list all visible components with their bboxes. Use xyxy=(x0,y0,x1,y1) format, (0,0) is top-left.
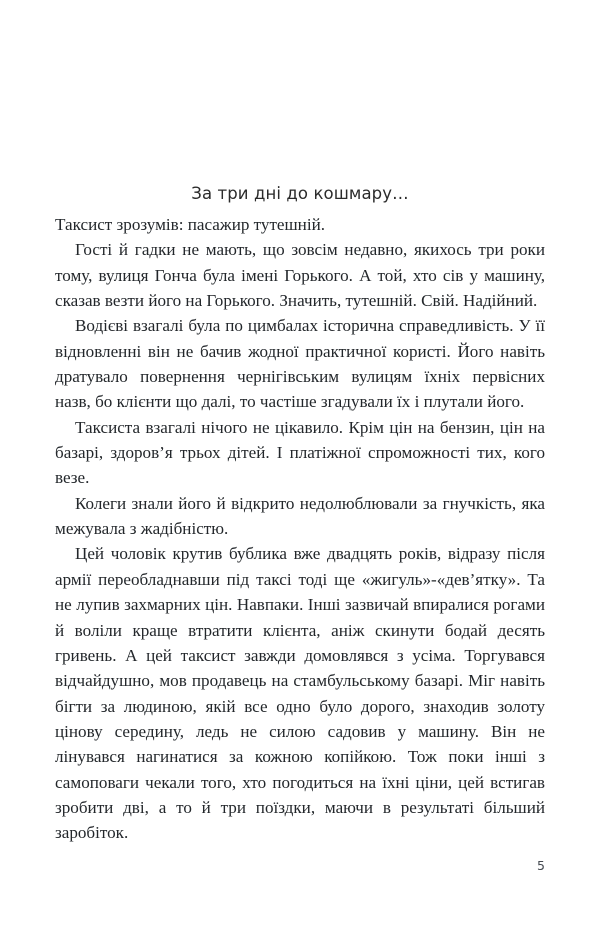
chapter-title: За три дні до кошмару… xyxy=(191,184,409,203)
paragraph: Таксист зрозумів: пасажир тутешній. xyxy=(55,215,325,234)
paragraph: Гості й гадки не мають, що зовсім недавно, якихось три роки тому, вулиця Гонча була імені Горького. А той, хто сів у машину, сказав везти його на Горького. Значить, тутешній. Свій. Надійний. xyxy=(55,240,545,311)
page-number: 5 xyxy=(537,858,545,873)
paragraph: Таксиста взагалі нічого не цікавило. Крім цін на бензин, цін на базарі, здоров’я трьох дітей. І платіжної спроможності тих, кого везе. xyxy=(55,417,545,488)
paragraph: Водієві взагалі була по цимбалах історична справедливість. У її відновленні він не бачив жодної практичної користі. Його навіть дратувало повернення чернігівським вулицям їхніх первісних назв, бо клієнти що далі, то частіше згадували їх і плутали його. xyxy=(55,316,545,412)
paragraph: Колеги знали його й відкрито недолюблювали за гнучкість, яка межувала з жадібністю. xyxy=(55,493,545,539)
body-text-block xyxy=(55,212,545,846)
paragraph: Цей чоловік крутив бублика вже двадцять років, відразу після армії переобладнавши під таксі тоді ще «жигуль»-«дев’ятку». Та не лупив захмарних цін. Навпаки. Інші зазвичай впиралися рогами й воліли краще втратити клієнта, аніж скинути бодай десять гривень. А цей таксист завжди домовлявся з усіма. Торгувався відчайдушно, мов продавець на стамбульському базарі. Міг навіть бігти за людиною, якій все одно було дорого, знаходив золоту цінову середину, ледь не силою садовив у машину. Він не лінувався нагинатися за кожною копійкою. Тож поки інші з самоповаги чекали того, хто погодиться на їхні ціни, цей встигав зробити дві, а то й три поїздки, маючи в результаті більший заробіток. xyxy=(55,544,545,843)
